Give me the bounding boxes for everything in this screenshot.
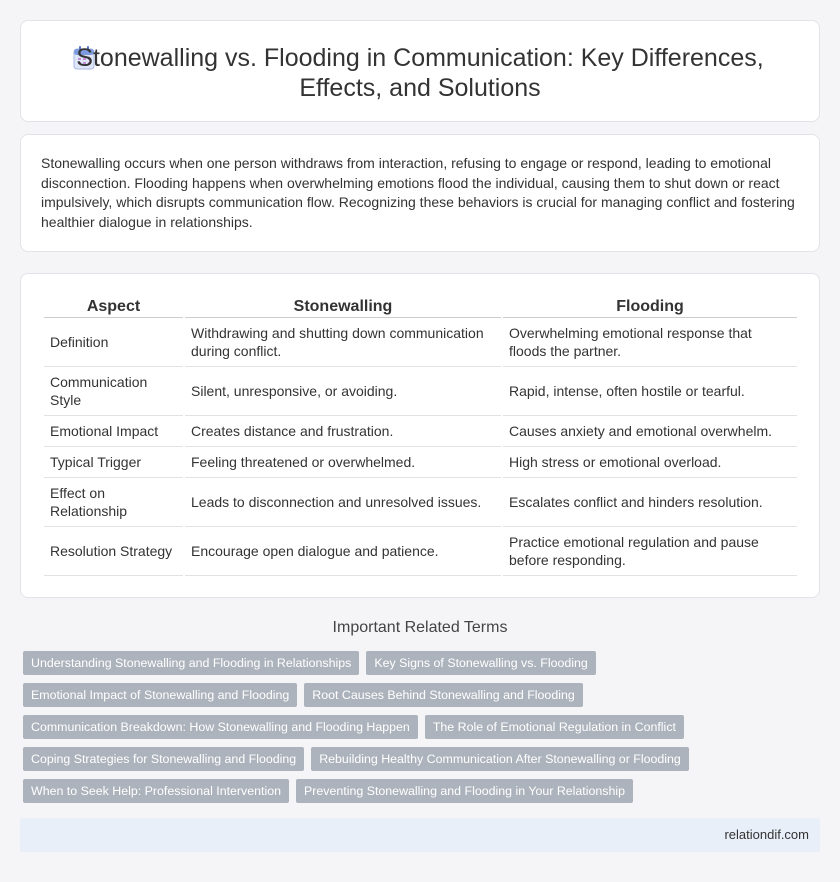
- comparison-table-card: [20, 273, 820, 598]
- table-cell: High stress or emotional overload.: [503, 447, 797, 478]
- related-terms-heading: Important Related Terms: [332, 619, 508, 636]
- table-cell: Rapid, intense, often hostile or tearful.: [503, 367, 797, 416]
- footer-site-link[interactable]: relationdif.com: [724, 827, 809, 842]
- table-cell: Emotional Impact: [44, 416, 183, 447]
- intro-paragraph: Stonewalling occurs when one person withdraws from interaction, refusing to engage or respond, leading to emotional disconnection. Flooding happens when overwhelming emotions flood the individual, causing them to shut down or react impulsively, which disrupts communication flow. Recognizing these behaviors is crucial for managing conflict and fostering healthier dialogue in relationships.: [41, 155, 795, 230]
- page-title-line-1: Stonewalling vs. Flooding in Communication: Key Differences,: [76, 44, 764, 72]
- related-term-tag[interactable]: The Role of Emotional Regulation in Conflict: [425, 715, 684, 739]
- page-title-line-2: Effects, and Solutions: [299, 74, 541, 102]
- table-cell: Escalates conflict and hinders resolution.: [503, 478, 797, 527]
- table-row: [44, 447, 797, 478]
- related-term-tag[interactable]: Rebuilding Healthy Communication After Stonewalling or Flooding: [311, 747, 689, 771]
- table-row: [44, 367, 797, 416]
- column-header-aspect: Aspect: [44, 296, 183, 318]
- footer: [20, 818, 820, 852]
- related-terms-list: [23, 651, 823, 811]
- table-cell: Encourage open dialogue and patience.: [185, 527, 501, 576]
- intro-card: [20, 134, 820, 252]
- table-cell: Causes anxiety and emotional overwhelm.: [503, 416, 797, 447]
- table-cell: Communication Style: [44, 367, 183, 416]
- related-term-tag[interactable]: Emotional Impact of Stonewalling and Flooding: [23, 683, 297, 707]
- table-cell: Silent, unresponsive, or avoiding.: [185, 367, 501, 416]
- related-term-tag[interactable]: Preventing Stonewalling and Flooding in Your Relationship: [296, 779, 633, 803]
- related-term-tag[interactable]: Communication Breakdown: How Stonewalling and Flooding Happen: [23, 715, 418, 739]
- table-cell: Resolution Strategy: [44, 527, 183, 576]
- column-header-flooding: Flooding: [503, 296, 797, 318]
- table-row: [44, 527, 797, 576]
- table-cell: Definition: [44, 318, 183, 367]
- column-header-stonewalling: Stonewalling: [185, 296, 501, 318]
- table-row: [44, 416, 797, 447]
- table-header-row: [44, 296, 797, 318]
- related-term-tag[interactable]: When to Seek Help: Professional Intervention: [23, 779, 289, 803]
- page-title: [21, 43, 819, 103]
- table-cell: Typical Trigger: [44, 447, 183, 478]
- table-cell: Feeling threatened or overwhelmed.: [185, 447, 501, 478]
- related-term-tag[interactable]: Coping Strategies for Stonewalling and Flooding: [23, 747, 304, 771]
- related-term-tag[interactable]: Key Signs of Stonewalling vs. Flooding: [366, 651, 596, 675]
- table-cell: Withdrawing and shutting down communication during conflict.: [185, 318, 501, 367]
- comparison-table: [42, 296, 799, 576]
- table-row: [44, 318, 797, 367]
- table-cell: Creates distance and frustration.: [185, 416, 501, 447]
- related-term-tag[interactable]: Understanding Stonewalling and Flooding in Relationships: [23, 651, 359, 675]
- header-card: [20, 20, 820, 122]
- table-row: [44, 478, 797, 527]
- table-cell: Effect on Relationship: [44, 478, 183, 527]
- table-cell: Leads to disconnection and unresolved issues.: [185, 478, 501, 527]
- related-term-tag[interactable]: Root Causes Behind Stonewalling and Flooding: [304, 683, 582, 707]
- table-cell: Overwhelming emotional response that floods the partner.: [503, 318, 797, 367]
- table-cell: Practice emotional regulation and pause before responding.: [503, 527, 797, 576]
